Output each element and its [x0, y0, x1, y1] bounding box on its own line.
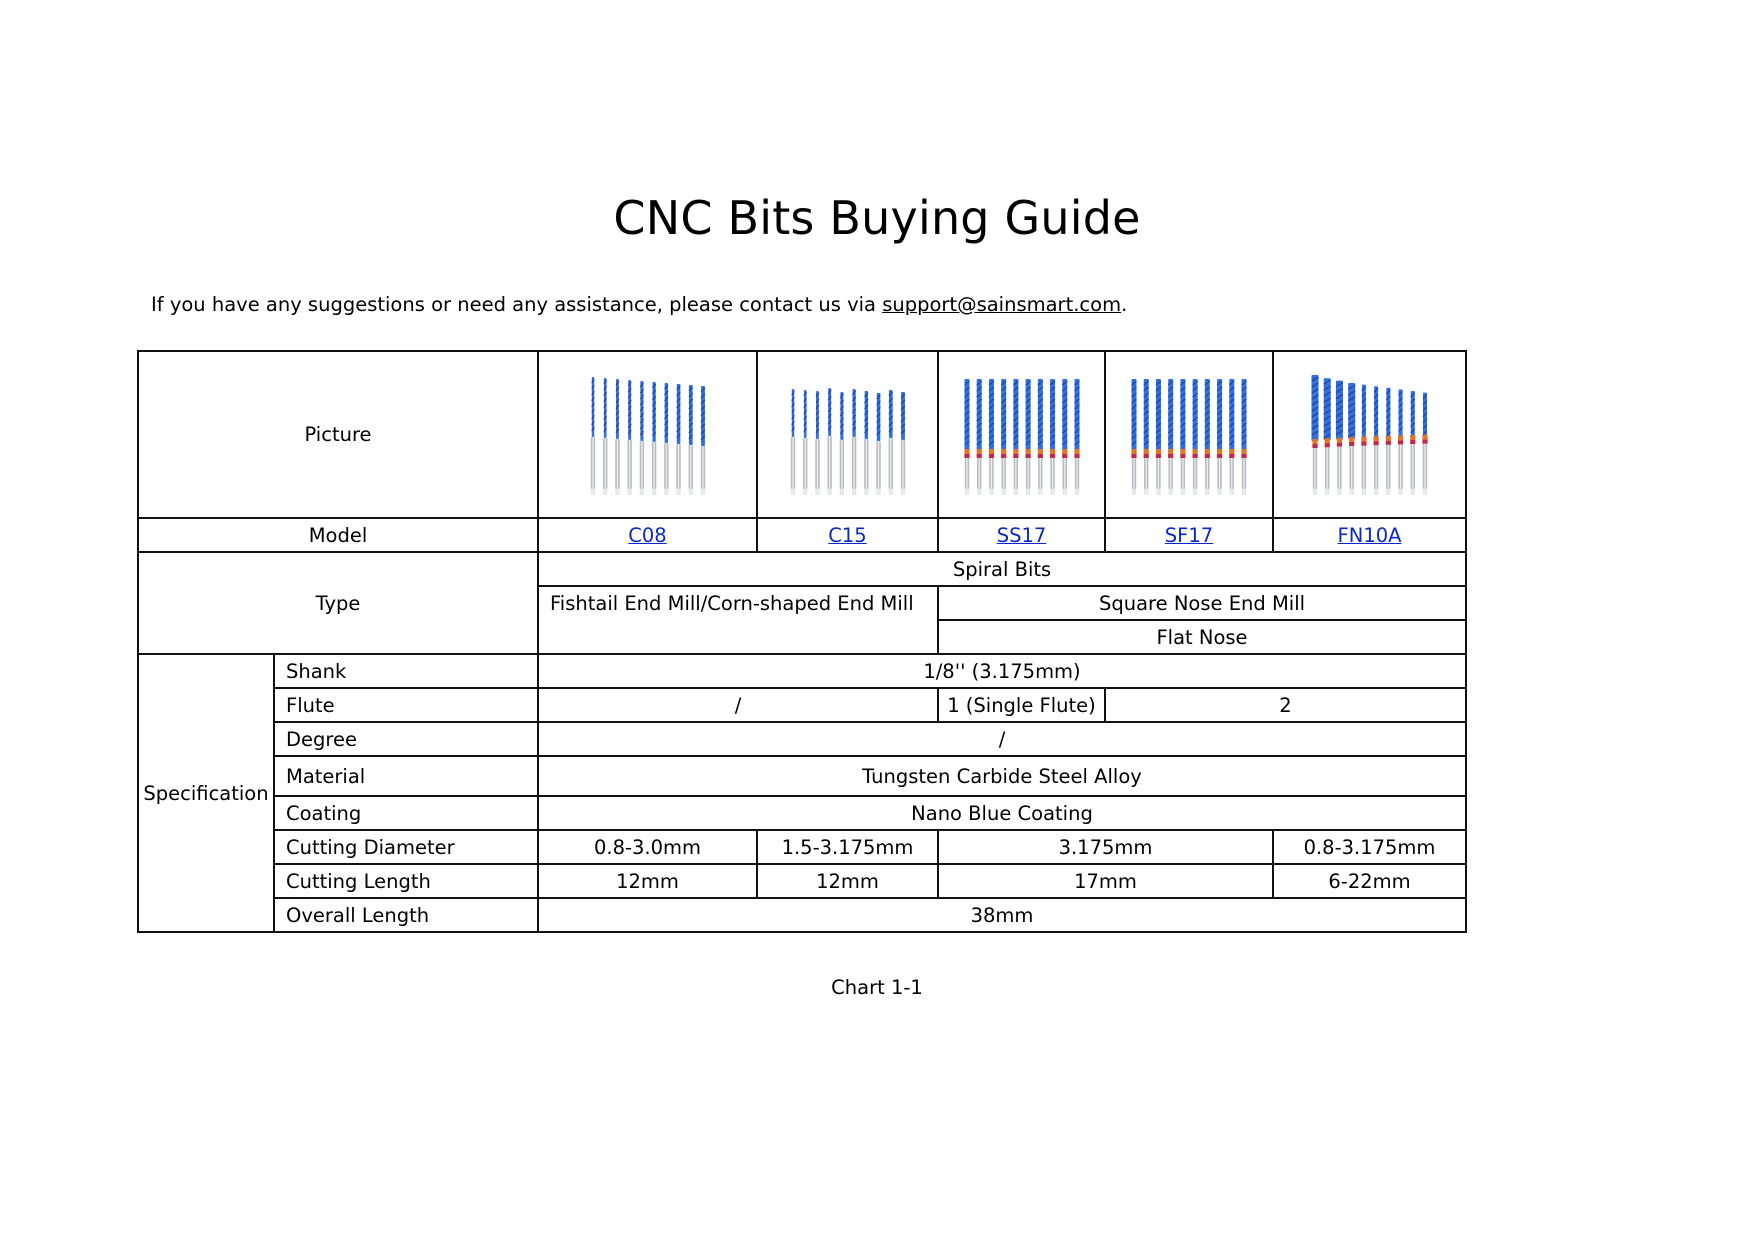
- cutting-length-fn10a: 6-22mm: [1273, 864, 1466, 898]
- cnc-bit-icon: [888, 390, 892, 495]
- cnc-bit-icon: [1335, 380, 1342, 494]
- cutting-length-c15: 12mm: [757, 864, 938, 898]
- cnc-bit-icon: [1168, 379, 1173, 495]
- degree-row: [138, 722, 1466, 756]
- cnc-bit-icon: [1229, 379, 1234, 495]
- cnc-bit-icon: [603, 378, 607, 495]
- cutting-diameter-row: [138, 830, 1466, 864]
- cnc-bit-icon: [1348, 383, 1355, 495]
- page-title: CNC Bits Buying Guide: [613, 191, 1141, 245]
- overall-length-label: Overall Length: [274, 898, 538, 932]
- cnc-bit-icon: [1062, 379, 1067, 495]
- model-link-fn10a[interactable]: FN10A: [1337, 523, 1402, 547]
- cnc-bit-icon: [1373, 386, 1378, 495]
- cnc-bit-icon: [590, 377, 594, 495]
- cnc-bit-icon: [1241, 379, 1246, 495]
- chart-caption: Chart 1-1: [831, 976, 923, 999]
- cnc-bit-icon: [790, 389, 794, 495]
- model-sf17-cell: [1105, 518, 1273, 552]
- contact-note-end: .: [1121, 293, 1128, 316]
- cnc-bit-icon: [803, 390, 807, 495]
- fishtail-bit-set-icon: [578, 365, 718, 505]
- cnc-bit-icon: [1001, 379, 1006, 495]
- model-row: [138, 518, 1466, 552]
- shank-label: Shank: [274, 654, 538, 688]
- picture-label: Picture: [138, 351, 538, 518]
- picture-row: [138, 351, 1466, 518]
- cnc-bit-icon: [1361, 384, 1366, 494]
- flute-row: [138, 688, 1466, 722]
- model-link-ss17[interactable]: SS17: [996, 523, 1047, 547]
- cnc-bit-icon: [976, 379, 981, 495]
- cnc-bit-icon: [1049, 379, 1054, 495]
- model-link-c15[interactable]: C15: [828, 523, 867, 547]
- cutting-length-c08: 12mm: [538, 864, 757, 898]
- coating-value: Nano Blue Coating: [538, 796, 1466, 830]
- picture-sf17: [1105, 351, 1273, 518]
- cnc-bit-icon: [615, 379, 619, 495]
- cnc-bit-icon: [1013, 379, 1018, 495]
- shank-value: 1/8'' (3.175mm): [538, 654, 1466, 688]
- flute-value-ss17: 1 (Single Flute): [938, 688, 1105, 722]
- model-ss17-cell: [938, 518, 1105, 552]
- cnc-bit-icon: [827, 388, 831, 495]
- degree-label: Degree: [274, 722, 538, 756]
- model-c15-cell: [757, 518, 938, 552]
- material-label: Material: [274, 756, 538, 796]
- bits-guide-table: [137, 350, 1467, 933]
- cutting-diameter-ss17-sf17: 3.175mm: [938, 830, 1273, 864]
- type-label: Type: [138, 552, 538, 654]
- type-row-1: [138, 552, 1466, 586]
- type-square-nose: Square Nose End Mill: [938, 586, 1466, 620]
- cnc-bit-icon: [688, 385, 692, 495]
- type-spiral-bits: Spiral Bits: [538, 552, 1466, 586]
- cnc-bit-icon: [815, 391, 819, 495]
- cnc-bit-icon: [1410, 391, 1415, 495]
- cnc-bit-icon: [1131, 379, 1136, 495]
- specification-label: Specification: [138, 654, 274, 932]
- flute-label: Flute: [274, 688, 538, 722]
- cnc-bit-icon: [639, 381, 643, 495]
- overall-length-value: 38mm: [538, 898, 1466, 932]
- cnc-bit-icon: [1397, 389, 1402, 495]
- cutting-diameter-c08: 0.8-3.0mm: [538, 830, 757, 864]
- cutting-length-row: [138, 864, 1466, 898]
- model-link-c08[interactable]: C08: [628, 523, 667, 547]
- cutting-length-label: Cutting Length: [274, 864, 538, 898]
- cnc-bit-icon: [1025, 379, 1030, 495]
- cnc-bit-icon: [964, 379, 969, 495]
- cnc-bit-icon: [627, 380, 631, 495]
- model-c08-cell: [538, 518, 757, 552]
- overall-length-row: [138, 898, 1466, 932]
- flute-value-c08-c15: /: [538, 688, 938, 722]
- cnc-bit-icon: [851, 389, 855, 495]
- cnc-bit-icon: [1156, 379, 1161, 495]
- degree-value: /: [538, 722, 1466, 756]
- cnc-bit-icon: [1422, 392, 1427, 494]
- shank-row: [138, 654, 1466, 688]
- cnc-bit-icon: [1180, 379, 1185, 495]
- cnc-bit-icon: [1323, 378, 1330, 495]
- two-flute-spiral-bit-set-icon: [1119, 365, 1259, 505]
- picture-c08: [538, 351, 757, 518]
- flat-nose-bit-set-icon: [1300, 365, 1440, 505]
- picture-ss17: [938, 351, 1105, 518]
- model-label: Model: [138, 518, 538, 552]
- cnc-bit-icon: [1311, 375, 1318, 495]
- cnc-bit-icon: [1037, 379, 1042, 495]
- cnc-bit-icon: [1074, 379, 1079, 495]
- corn-bit-set-icon: [778, 365, 918, 505]
- cnc-bit-icon: [864, 391, 868, 495]
- picture-fn10a: [1273, 351, 1466, 518]
- cutting-diameter-c15: 1.5-3.175mm: [757, 830, 938, 864]
- model-fn10a-cell: [1273, 518, 1466, 552]
- cutting-length-ss17-sf17: 17mm: [938, 864, 1273, 898]
- support-email-link[interactable]: support@sainsmart.com: [882, 293, 1122, 316]
- type-fishtail: Fishtail End Mill/Corn-shaped End Mill: [538, 586, 938, 654]
- cnc-bit-icon: [1217, 379, 1222, 495]
- cnc-bit-icon: [988, 379, 993, 495]
- cnc-bit-icon: [676, 384, 680, 495]
- coating-row: [138, 796, 1466, 830]
- model-link-sf17[interactable]: SF17: [1164, 523, 1214, 547]
- picture-c15: [757, 351, 938, 518]
- single-flute-spiral-bit-set-icon: [952, 365, 1092, 505]
- contact-note: [151, 292, 1127, 318]
- type-flat-nose: Flat Nose: [938, 620, 1466, 654]
- coating-label: Coating: [274, 796, 538, 830]
- cnc-bit-icon: [1144, 379, 1149, 495]
- cutting-diameter-label: Cutting Diameter: [274, 830, 538, 864]
- material-row: [138, 756, 1466, 796]
- cnc-bit-icon: [876, 393, 880, 495]
- flute-value-sf17-fn10a: 2: [1105, 688, 1466, 722]
- cnc-bit-icon: [700, 386, 704, 495]
- material-value: Tungsten Carbide Steel Alloy: [538, 756, 1466, 796]
- cnc-bit-icon: [1205, 379, 1210, 495]
- cnc-bit-icon: [839, 392, 843, 495]
- contact-note-text: If you have any suggestions or need any assistance, please contact us via: [151, 293, 883, 316]
- cnc-bit-icon: [1385, 387, 1390, 494]
- cnc-bit-icon: [900, 392, 904, 495]
- cnc-bit-icon: [651, 382, 655, 495]
- cnc-bit-icon: [664, 383, 668, 495]
- cutting-diameter-fn10a: 0.8-3.175mm: [1273, 830, 1466, 864]
- cnc-bit-icon: [1193, 379, 1198, 495]
